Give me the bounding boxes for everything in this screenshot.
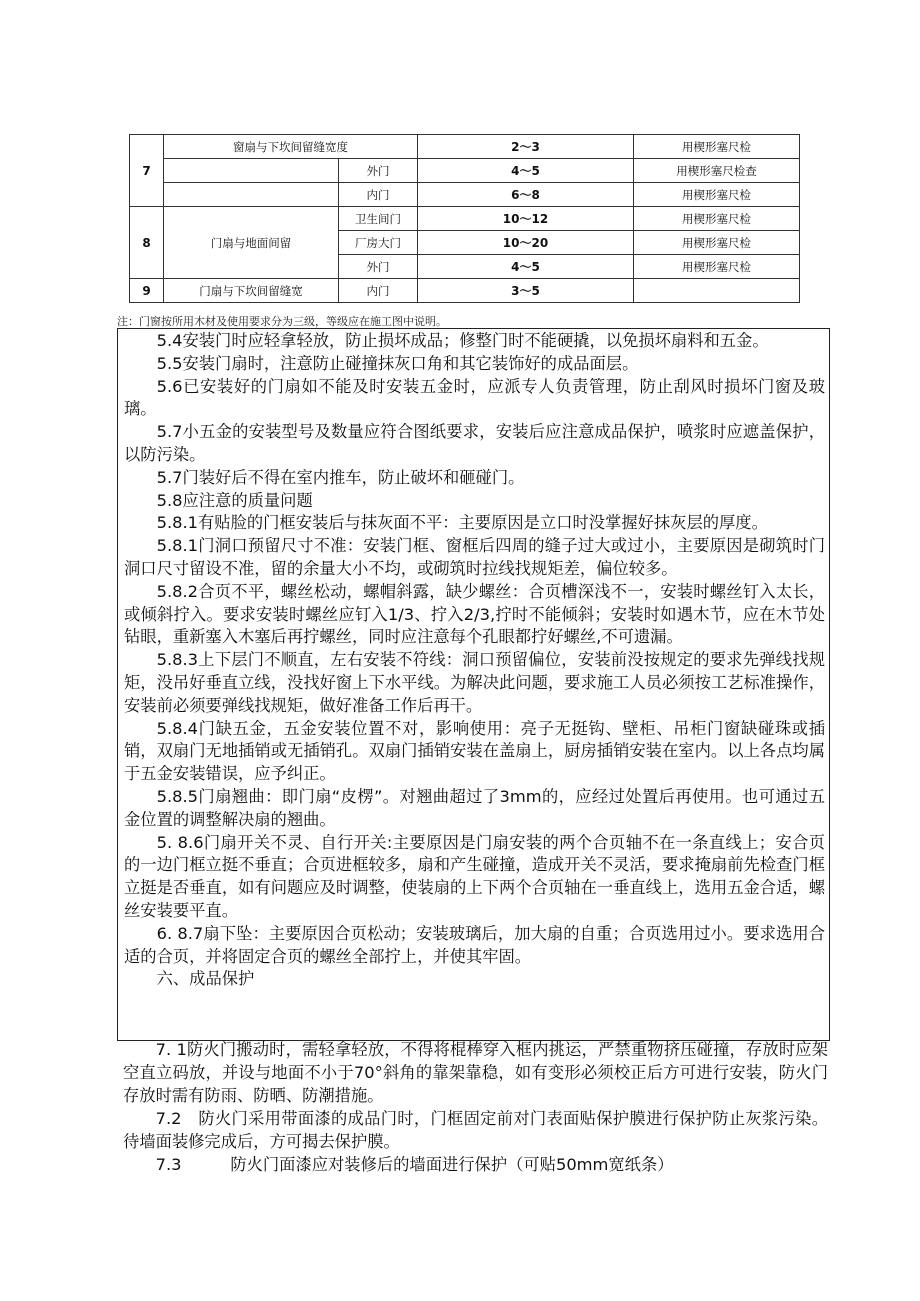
paragraph: 5. 8.6门扇开关不灵、自行开关:主要原因是门扇安装的两个合页轴不在一条直线上；安合页的一边门框立挺不垂直；合页进框较多，扇和产生碰撞，造成开关不灵活，要求掩扇前先检查门框立挺是否垂直，如有问题应及时调整，使装扇的上下两个合页轴在一垂直线上，选用五金合适，螺丝安装要平直。 [124, 832, 825, 920]
paragraph: 5.8.1门洞口预留尺寸不准：安装门框、窗框后四周的缝子过大或过小，主要原因是砌筑时门洞口尺寸留设不准，留的余量大小不均，或砌筑时拉线找规矩差，偏位较多。 [124, 536, 825, 578]
method-cell: 用楔形塞尺检 [634, 183, 800, 207]
item-cell [164, 183, 339, 207]
row-number: 9 [130, 279, 164, 303]
sub-cell: 内门 [339, 183, 418, 207]
table-note: 注：门窗按所用木材及使用要求分为三级，等级应在施工图中说明。 [117, 315, 447, 328]
section-heading: 5.8应注意的质量问题 [156, 490, 313, 510]
sub-cell: 厂房大门 [339, 231, 418, 255]
paragraph: 5.6已安装好的门扇如不能及时安装五金时，应派专人负责管理，防止刮风时损坏门窗及玻璃。 [124, 376, 825, 419]
value-cell: 3～5 [418, 279, 634, 303]
item-cell: 门扇与地面间留 [164, 207, 339, 279]
section-heading: 六、成品保护 [156, 969, 255, 989]
value-cell: 10～20 [418, 231, 634, 255]
paragraph: 7. 1防火门搬动时，需轻拿轻放，不得将棍棒穿入框内挑运，严禁重物挤压碰撞，存放时应架空直立码放，并设与地面不小于70°斜角的靠架靠稳，如有变形必须校正后方可进行安装，防火门存放时需有防雨、防晒、防潮措施。 [123, 1040, 828, 1105]
value-cell: 10～12 [418, 207, 634, 231]
item-cell: 窗扇与下坎间留缝宽度 [164, 135, 418, 159]
table-row [130, 207, 800, 231]
method-cell: 用楔形塞尺检 [634, 135, 800, 159]
sub-cell: 内门 [339, 279, 418, 303]
paragraph: 5.8.2合页不平，螺丝松动，螺帽斜露，缺少螺丝：合页槽深浅不一，安装时螺丝钉入太长，或倾斜拧入。要求安装时螺丝应钉入1/3、拧入2/3,拧时不能倾斜；安装时如遇木节，应在木节处钻眼，重新塞入木塞后再拧螺丝，同时应注意每个孔眼都拧好螺丝,不可遗漏。 [124, 581, 825, 647]
table-row [130, 135, 800, 159]
paragraph: 5.7门装好后不得在室内推车，防止破坏和砸碰门。 [156, 467, 525, 487]
paragraph: 5.8.1有贴脸的门框安装后与抹灰面不平：主要原因是立口时没掌握好抹灰层的厚度。 [156, 513, 768, 533]
sub-cell: 外门 [339, 159, 418, 183]
table-row [130, 279, 800, 303]
paragraph: 5.8.3上下层门不顺直，左右安装不符线：洞口预留偏位，安装前没按规定的要求先弹线找规矩，没吊好垂直立线，没找好窗上下水平线。为解决此问题，要求施工人员必须按工艺标准操作，安装前必须要弹线找规矩，做好准备工作后再干。 [124, 650, 825, 715]
paragraph: 5.5安装门扇时，注意防止碰撞抹灰口角和其它装饰好的成品面层。 [156, 353, 639, 373]
item-cell: 门扇与下坎间留缝宽 [164, 279, 339, 303]
paragraph: 5.4安装门时应轻拿轻放，防止损坏成品；修整门时不能硬撬，以免损坏扇料和五金。 [156, 331, 769, 350]
item-cell [164, 159, 339, 183]
paragraph: 6. 8.7扇下坠：主要原因合页松动；安装玻璃后，加大扇的自重；合页选用过小。要求选用合适的合页，并将固定合页的螺丝全部拧上，并使其牢固。 [124, 923, 825, 966]
table-row [130, 159, 800, 183]
row-number: 7 [130, 135, 164, 207]
spec-table [129, 134, 800, 303]
paragraph: 5.7小五金的安装型号及数量应符合图纸要求，安装后应注意成品保护，喷浆时应遮盖保护，以防污染。 [124, 422, 825, 464]
content-box [117, 328, 830, 1041]
method-cell [634, 279, 800, 303]
method-cell: 用楔形塞尺检查 [634, 159, 800, 183]
paragraph: 7.2 防火门采用带面漆的成品门时，门框固定前对门表面贴保护膜进行保护防止灰浆污染。待墙面装修完成后，方可揭去保护膜。 [123, 1109, 828, 1151]
row-number: 8 [130, 207, 164, 279]
sub-cell: 外门 [339, 255, 418, 279]
value-cell: 6～8 [418, 183, 634, 207]
method-cell: 用楔形塞尺检 [634, 207, 800, 231]
paragraph: 5.8.5门扇翘曲：即门扇“皮楞”。对翘曲超过了3mm的，应经过处置后再使用。也可通过五金位置的调整解决扇的翘曲。 [124, 786, 825, 829]
sub-cell: 卫生间门 [339, 207, 418, 231]
value-cell: 4～5 [418, 159, 634, 183]
after-box-content [123, 1038, 828, 1176]
method-cell: 用楔形塞尺检 [634, 255, 800, 279]
value-cell: 4～5 [418, 255, 634, 279]
paragraph: 7.3 防火门面漆应对装修后的墙面进行保护（可贴50mm宽纸条） [155, 1155, 674, 1174]
value-cell: 2～3 [418, 135, 634, 159]
paragraph: 5.8.4门缺五金，五金安装位置不对，影响使用：亮子无挺钩、壁柜、吊柜门窗缺碰珠或插销，双扇门无地插销或无插销孔。双扇门插销安装在盖扇上，厨房插销安装在室内。以上各点均属于五金安装错误，应予纠正。 [124, 718, 825, 784]
table-row [130, 183, 800, 207]
method-cell: 用楔形塞尺检 [634, 231, 800, 255]
